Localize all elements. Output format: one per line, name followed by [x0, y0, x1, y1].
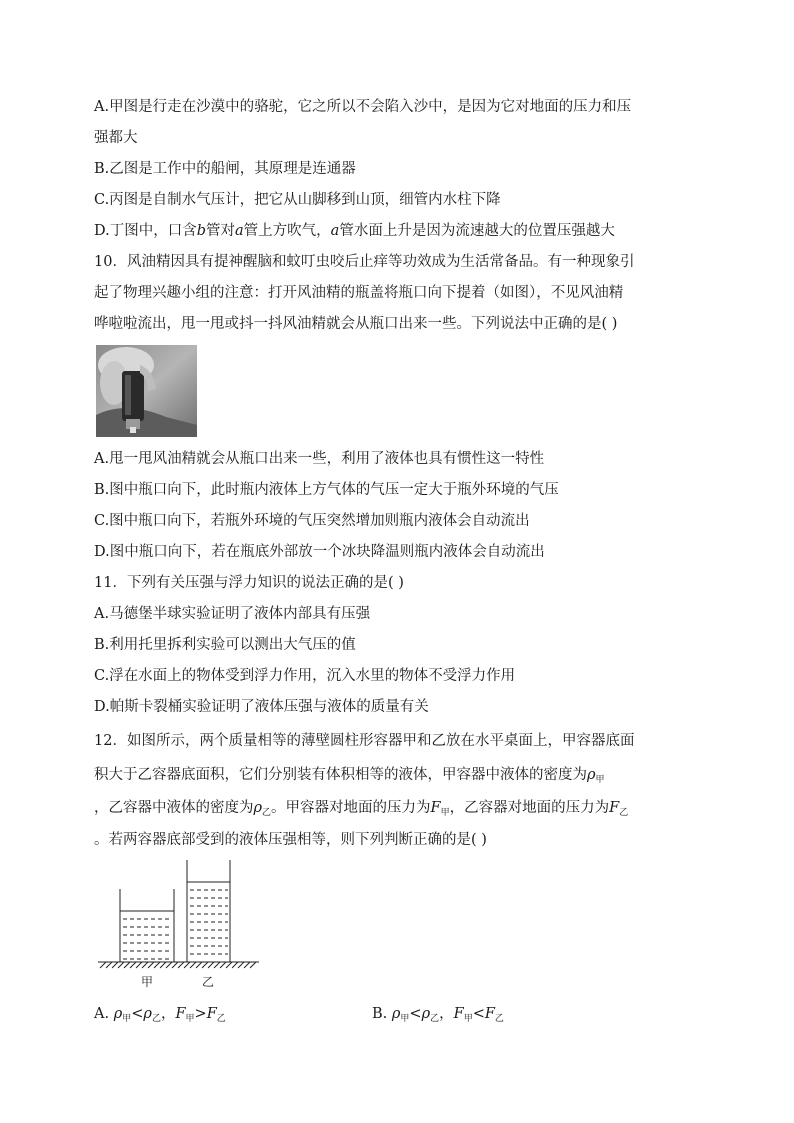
- force-symbol: F: [453, 1006, 464, 1022]
- sub-jia: 甲: [440, 808, 450, 818]
- q9-d-var-b: b: [196, 223, 207, 239]
- q9-d-text: 管水面上升是因为流速越大的位置压强越大: [339, 223, 615, 239]
- sub-jia: 甲: [595, 775, 605, 785]
- q9-d-text: D.丁图中，口含: [94, 223, 197, 239]
- containers-figure: [94, 858, 264, 993]
- rho-symbol: ρ: [253, 800, 263, 816]
- sub-yi: 乙: [262, 808, 272, 818]
- q11-option-b: B.利用托里拆利实验可以测出大气压的值: [94, 637, 356, 653]
- q9-d-var-a: a: [330, 223, 340, 239]
- q12-text: 。甲容器对地面的压力为: [271, 800, 431, 816]
- force-symbol: F: [609, 800, 620, 816]
- q9-option-a-line2: 强都大: [94, 130, 138, 146]
- q12-text: 积大于乙容器底面积，它们分别装有体积相等的液体，甲容器中液体的密度为: [94, 767, 587, 783]
- q11-option-c: C.浮在水面上的物体受到浮力作用，沉入水里的物体不受浮力作用: [94, 668, 516, 684]
- option-label: B.: [372, 1006, 388, 1022]
- label-jia: 甲: [140, 975, 154, 989]
- sub-yi: 乙: [151, 1014, 161, 1024]
- q10-stem-line3: 哗啦啦流出，甩一甩或抖一抖风油精就会从瓶口出来一些。下列说法中正确的是( ): [94, 316, 618, 332]
- sub-yi: 乙: [619, 808, 629, 818]
- rho-symbol: ρ: [587, 767, 596, 783]
- force-symbol: F: [175, 1006, 186, 1022]
- sub-jia: 甲: [122, 1014, 132, 1024]
- comma: ，: [439, 1006, 454, 1022]
- q12-stem-line1: 12．如图所示，两个质量相等的薄壁圆柱形容器甲和乙放在水平桌面上，甲容器底面: [94, 733, 635, 749]
- q10-option-a: A.甩一甩风油精就会从瓶口出来一些，利用了液体也具有惯性这一特性: [94, 451, 545, 467]
- sub-jia: 甲: [185, 1014, 195, 1024]
- operator: <: [472, 1006, 485, 1022]
- q11-stem: 11．下列有关压强与浮力知识的说法正确的是( ): [94, 575, 404, 591]
- sub-yi: 乙: [216, 1014, 226, 1024]
- operator: <: [409, 1006, 422, 1022]
- q9-d-text: 管上方吹气，: [243, 223, 331, 239]
- q11-option-a: A.马德堡半球实验证明了液体内部具有压强: [94, 606, 371, 622]
- q10-stem-line2: 起了物理兴趣小组的注意：打开风油精的瓶盖将瓶口向下提着（如图），不见风油精: [94, 285, 624, 301]
- q9-option-c: C.丙图是自制水气压计，把它从山脚移到山顶，细管内水柱下降: [94, 192, 501, 208]
- q10-option-d: D.图中瓶口向下，若在瓶底外部放一个冰块降温则瓶内液体会自动流出: [94, 544, 545, 560]
- q10-option-c: C.图中瓶口向下，若瓶外环境的气压突然增加则瓶内液体会自动流出: [94, 513, 530, 529]
- q10-option-b: B.图中瓶口向下，此时瓶内液体上方气体的气压一定大于瓶外环境的气压: [94, 482, 559, 498]
- q12-option-b: [372, 1004, 504, 1029]
- operator: >: [194, 1006, 207, 1022]
- q10-stem-line1: 10．风油精因具有提神醒脑和蚊叮虫咬后止痒等功效成为生活常备品。有一种现象引: [94, 254, 635, 270]
- rho-symbol: ρ: [421, 1006, 431, 1022]
- q9-d-text: 管对: [206, 223, 236, 239]
- force-symbol: F: [430, 800, 441, 816]
- sub-jia: 甲: [400, 1014, 410, 1024]
- q12-stem-line2: [94, 765, 605, 790]
- q9-d-var-a: a: [235, 223, 244, 239]
- rho-symbol: ρ: [113, 1006, 123, 1022]
- q9-option-a-line1: A.甲图是行走在沙漠中的骆驼，它之所以不会陷入沙中，是因为它对地面的压力和压: [94, 99, 632, 115]
- rho-symbol: ρ: [391, 1006, 401, 1022]
- operator: <: [131, 1006, 144, 1022]
- option-label: A.: [94, 1006, 110, 1022]
- sub-yi: 乙: [494, 1014, 504, 1024]
- q12-option-a: [94, 1004, 226, 1029]
- q11-option-d: D.帕斯卡裂桶实验证明了液体压强与液体的质量有关: [94, 699, 429, 715]
- label-yi: 乙: [201, 975, 215, 989]
- q12-stem-line3: [94, 798, 628, 823]
- force-symbol: F: [484, 1006, 495, 1022]
- q12-text: ，乙容器对地面的压力为: [449, 800, 610, 816]
- q12-text: ，乙容器中液体的密度为: [94, 800, 254, 816]
- sub-jia: 甲: [463, 1014, 473, 1024]
- force-symbol: F: [206, 1006, 217, 1022]
- comma: ，: [160, 1006, 176, 1022]
- bottle-photo: [96, 345, 197, 437]
- q9-option-b: B.乙图是工作中的船闸，其原理是连通器: [94, 161, 356, 177]
- rho-symbol: ρ: [143, 1006, 152, 1022]
- sub-yi: 乙: [430, 1014, 440, 1024]
- q9-option-d: [94, 221, 615, 241]
- q12-stem-line4: 。若两容器底部受到的液体压强相等，则下列判断正确的是( ): [94, 832, 487, 848]
